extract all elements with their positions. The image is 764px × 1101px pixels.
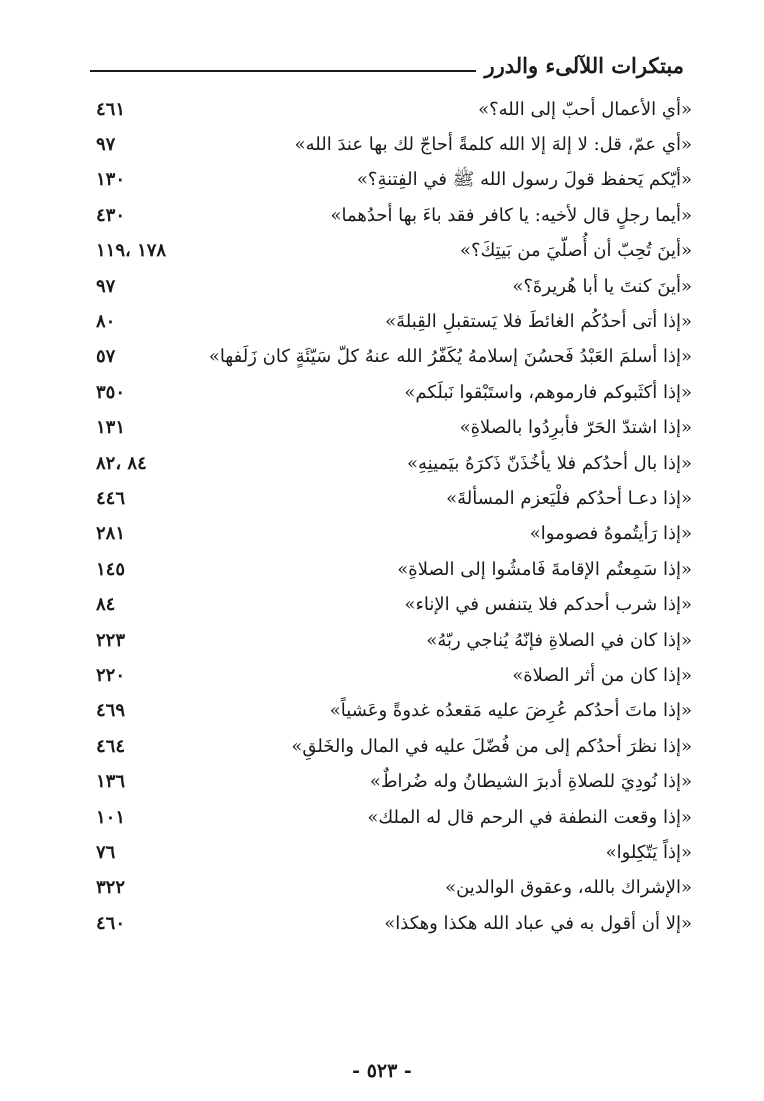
hadith-text: «إذا أتى أحدُكُم الغائطَ فلا يَستقبلِ القِبلةَ» — [385, 311, 692, 333]
index-entry — [96, 517, 692, 552]
index-entry — [96, 269, 692, 304]
page-reference: ٨٤ — [96, 594, 116, 616]
index-entry — [96, 552, 692, 587]
hadith-text: «إلا أن أقول به في عباد الله هكذا وهكذا» — [384, 912, 692, 934]
page-reference: ١٧٨ ،١١٩ — [96, 240, 167, 262]
running-header — [90, 36, 684, 76]
hadith-text: «إذا وقعت النطفة في الرحم قال له الملك» — [367, 806, 692, 828]
index-entry — [96, 234, 692, 269]
index-entry — [96, 481, 692, 516]
page-reference: ٣٥٠ — [96, 381, 126, 403]
page-reference: ٤٣٠ — [96, 204, 126, 226]
page-reference: ١٣٠ — [96, 169, 126, 191]
index-entry — [96, 694, 692, 729]
page-reference: ١٠١ — [96, 806, 126, 828]
page-reference: ١٤٥ — [96, 558, 126, 580]
hadith-text: «أيما رجلٍ قال لأخيه: يا كافر فقد باءَ بها أحدُهما» — [330, 204, 692, 226]
index-entry — [96, 623, 692, 658]
page-reference: ٢٨١ — [96, 523, 126, 545]
hadith-text: «إذا سَمِعتُم الإقامةَ فَامشُوا إلى الصلاةِ» — [397, 558, 692, 580]
hadith-text: «إذا أكثَبوكم فارموهم، واستَبْقوا نَبلَكم» — [404, 381, 692, 403]
index-entry — [96, 163, 692, 198]
hadith-text: «إذا دعـا أحدُكم فلْيَعزم المسألةَ» — [446, 487, 692, 509]
page-reference: ٤٦١ — [96, 98, 126, 120]
page-reference: ٤٦٠ — [96, 912, 126, 934]
hadith-text: «إذا نظرَ أحدُكم إلى من فُضّلَ عليه في المال والخَلقِ» — [291, 735, 692, 757]
index-entry — [96, 906, 692, 941]
hadith-text: «أيّكم يَحفظ قولَ رسول الله ﷺ في الفِتنةِ؟» — [356, 169, 692, 191]
hadith-text: «إذا شرب أحدكم فلا يتنفس في الإناء» — [404, 594, 692, 616]
hadith-text: «إذا اشتدّ الحَرّ فأبرِدُوا بالصلاةِ» — [459, 417, 692, 439]
hadith-text: «الإشراك بالله، وعقوق الوالدين» — [445, 877, 692, 899]
page-reference: ٨٤ ،٨٢ — [96, 452, 147, 474]
index-entry — [96, 764, 692, 799]
header-rule — [90, 70, 476, 72]
index-entry — [96, 92, 692, 127]
page-reference: ٢٢٠ — [96, 664, 126, 686]
index-entry — [96, 127, 692, 162]
page-reference: ٧٦ — [96, 841, 116, 863]
page-number: - ٥٢٣ - — [352, 1060, 412, 1082]
hadith-text: «إذا رَأيتُموهُ فصوموا» — [529, 523, 692, 545]
index-entry — [96, 658, 692, 693]
index-entry — [96, 198, 692, 233]
hadith-text: «إذا أسلمَ العَبْدُ فَحسُنَ إسلامهُ يُكَفّرُ الله عنهُ كلّ سَيّئَةٍ كان زَلَفها» — [208, 346, 692, 368]
hadith-text: «إذاً يَتّكِلوا» — [605, 841, 692, 863]
hadith-text: «أينَ كنتَ يا أبا هُريرةَ؟» — [512, 275, 692, 297]
index-entry — [96, 304, 692, 339]
hadith-text: «أي الأعمال أحبّ إلى الله؟» — [478, 98, 692, 120]
hadith-text: «أينَ تُحِبّ أن أُصلّيَ من بَيتِكَ؟» — [459, 240, 692, 262]
index-entry — [96, 375, 692, 410]
page-reference: ٩٧ — [96, 275, 116, 297]
index-entry — [96, 446, 692, 481]
page-reference: ٤٦٤ — [96, 735, 126, 757]
hadith-text: «إذا كان في الصلاةِ فإنّهُ يُناجي ربّهُ» — [426, 629, 692, 651]
hadith-text: «إذا بال أحدُكم فلا يأخُذَنّ ذَكرَهُ بيَمينِهِ» — [406, 452, 692, 474]
page-reference: ١٣٦ — [96, 771, 126, 793]
hadith-index-list — [96, 92, 692, 941]
page-reference: ٩٧ — [96, 134, 116, 156]
book-title: مبتكرات اللآلىء والدرر — [484, 53, 684, 78]
page-reference: ١٣١ — [96, 417, 126, 439]
page-reference: ٥٧ — [96, 346, 116, 368]
index-entry — [96, 871, 692, 906]
index-entry — [96, 835, 692, 870]
index-entry — [96, 729, 692, 764]
page-reference: ٨٠ — [96, 311, 116, 333]
hadith-text: «إذا ماتَ أحدُكم عُرِضَ عليه مَقعدُه غدوةً وعَشياً» — [329, 700, 692, 722]
page-reference: ٢٢٣ — [96, 629, 126, 651]
hadith-text: «أي عمّ، قل: لا إلهَ إلا الله كلمةً أحاجّ لك بها عندَ الله» — [294, 134, 692, 156]
page-reference: ٣٢٢ — [96, 877, 126, 899]
index-entry — [96, 587, 692, 622]
index-entry — [96, 800, 692, 835]
index-entry — [96, 411, 692, 446]
hadith-text: «إذا نُودِيَ للصلاةِ أدبرَ الشيطانُ وله ضُراطٌ» — [369, 771, 692, 793]
hadith-text: «إذا كان من أثر الصلاة» — [512, 664, 692, 686]
page-reference: ٤٤٦ — [96, 487, 126, 509]
page-reference: ٤٦٩ — [96, 700, 126, 722]
index-entry — [96, 340, 692, 375]
